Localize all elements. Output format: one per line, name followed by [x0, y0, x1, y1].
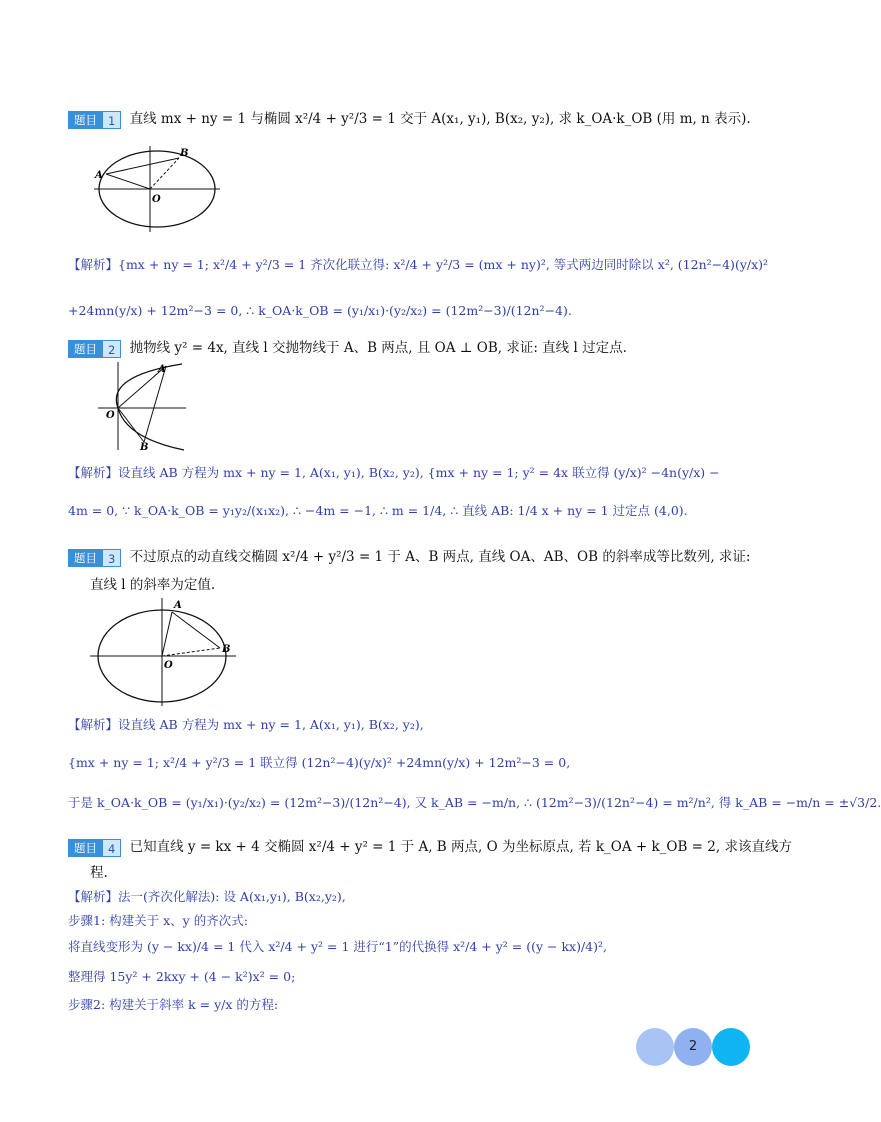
solution-3-line-2: {mx + ny = 1; x²/4 + y²/3 = 1 联立得 (12n²−4)(y/x)² +24mn(y/x) + 12m²−3 = 0, [68, 755, 571, 770]
solution-4-line-1: 【解析】法一(齐次化解法): 设 A(x₁,y₁), B(x₂,y₂), [68, 889, 346, 904]
label-O: O [152, 194, 161, 205]
solution-1-line-1: 【解析】{mx + ny = 1; x²/4 + y²/3 = 1 齐次化联立得: x²/4 + y²/3 = (mx + ny)², 等式两边同时除以 x², (12n²−4)(y/x)² [68, 257, 769, 272]
label-A: A [95, 170, 103, 181]
solution-3-line-1: 【解析】设直线 AB 方程为 mx + ny = 1, A(x₁, y₁), B(x₂, y₂), [68, 717, 424, 732]
problem-3-continued: 直线 l 的斜率为定值. [90, 577, 216, 593]
label-B: B [180, 148, 189, 159]
decor-circle [712, 1028, 750, 1066]
figure-1-ellipse [92, 142, 222, 234]
problem-text: 直线 mx + ny = 1 与椭圆 x²/4 + y²/3 = 1 交于 A(x₁, y₁), B(x₂, y₂), 求 k_OA·k_OB (用 m, n 表示). [129, 111, 751, 127]
problem-3 [68, 546, 751, 568]
solution-2-line-1: 【解析】设直线 AB 方程为 mx + ny = 1, A(x₁, y₁), B(x₂, y₂), {mx + ny = 1; y² = 4x 联立得 (y/x)² −4n(y/x) − [68, 465, 720, 480]
solution-4-line-4: 整理得 15y² + 2kxy + (4 − k²)x² = 0; [68, 969, 296, 984]
solution-2-line-2: 4m = 0, ∵ k_OA·k_OB = y₁y₂/(x₁x₂), ∴ −4m = −1, ∴ m = 1/4, ∴ 直线 AB: 1/4 x + ny = 1 过定点 (4,0). [68, 503, 688, 518]
problem-4 [68, 836, 792, 858]
label-B: B [222, 644, 231, 655]
figure-2-parabola [96, 360, 188, 452]
figure-3-ellipse [88, 596, 238, 708]
solution-4-line-3: 将直线变形为 (y − kx)/4 = 1 代入 x²/4 + y² = 1 进行“1”的代换得 x²/4 + y² = ((y − kx)/4)², [68, 939, 607, 954]
problem-text: 已知直线 y = kx + 4 交椭圆 x²/4 + y² = 1 于 A, B 两点, O 为坐标原点, 若 k_OA + k_OB = 2, 求该直线方 [129, 839, 792, 855]
problem-1 [68, 108, 751, 130]
label-A: A [158, 364, 166, 375]
page-number: 2 [688, 1039, 698, 1054]
problem-badge: 题目 4 [68, 839, 121, 857]
label-O: O [106, 410, 115, 421]
problem-badge: 题目 3 [68, 549, 121, 567]
problem-text: 不过原点的动直线交椭圆 x²/4 + y²/3 = 1 于 A、B 两点, 直线 OA、AB、OB 的斜率成等比数列, 求证: [129, 549, 751, 565]
solution-4-line-2: 步骤1: 构建关于 x、y 的齐次式: [68, 913, 248, 928]
solution-4-line-5: 步骤2: 构建关于斜率 k = y/x 的方程: [68, 997, 279, 1012]
label-O: O [164, 660, 173, 671]
page-number-badge [636, 1028, 750, 1066]
decor-circle [636, 1028, 674, 1066]
problem-badge: 题目 2 [68, 340, 121, 358]
problem-badge: 题目 1 [68, 111, 121, 129]
problem-4-continued: 程. [90, 865, 108, 881]
solution-3-line-3: 于是 k_OA·k_OB = (y₁/x₁)·(y₂/x₂) = (12m²−3)/(12n²−4), 又 k_AB = −m/n, ∴ (12m²−3)/(12n²−4) = m²/n², 得 k_AB = −m/n = ±√3/2. [68, 795, 881, 810]
problem-text: 抛物线 y² = 4x, 直线 l 交抛物线于 A、B 两点, 且 OA ⊥ OB, 求证: 直线 l 过定点. [129, 340, 627, 356]
label-B: B [140, 442, 149, 453]
label-A: A [174, 600, 182, 611]
problem-2 [68, 337, 744, 359]
solution-1-line-2: +24mn(y/x) + 12m²−3 = 0, ∴ k_OA·k_OB = (y₁/x₁)·(y₂/x₂) = (12m²−3)/(12n²−4). [68, 303, 572, 318]
